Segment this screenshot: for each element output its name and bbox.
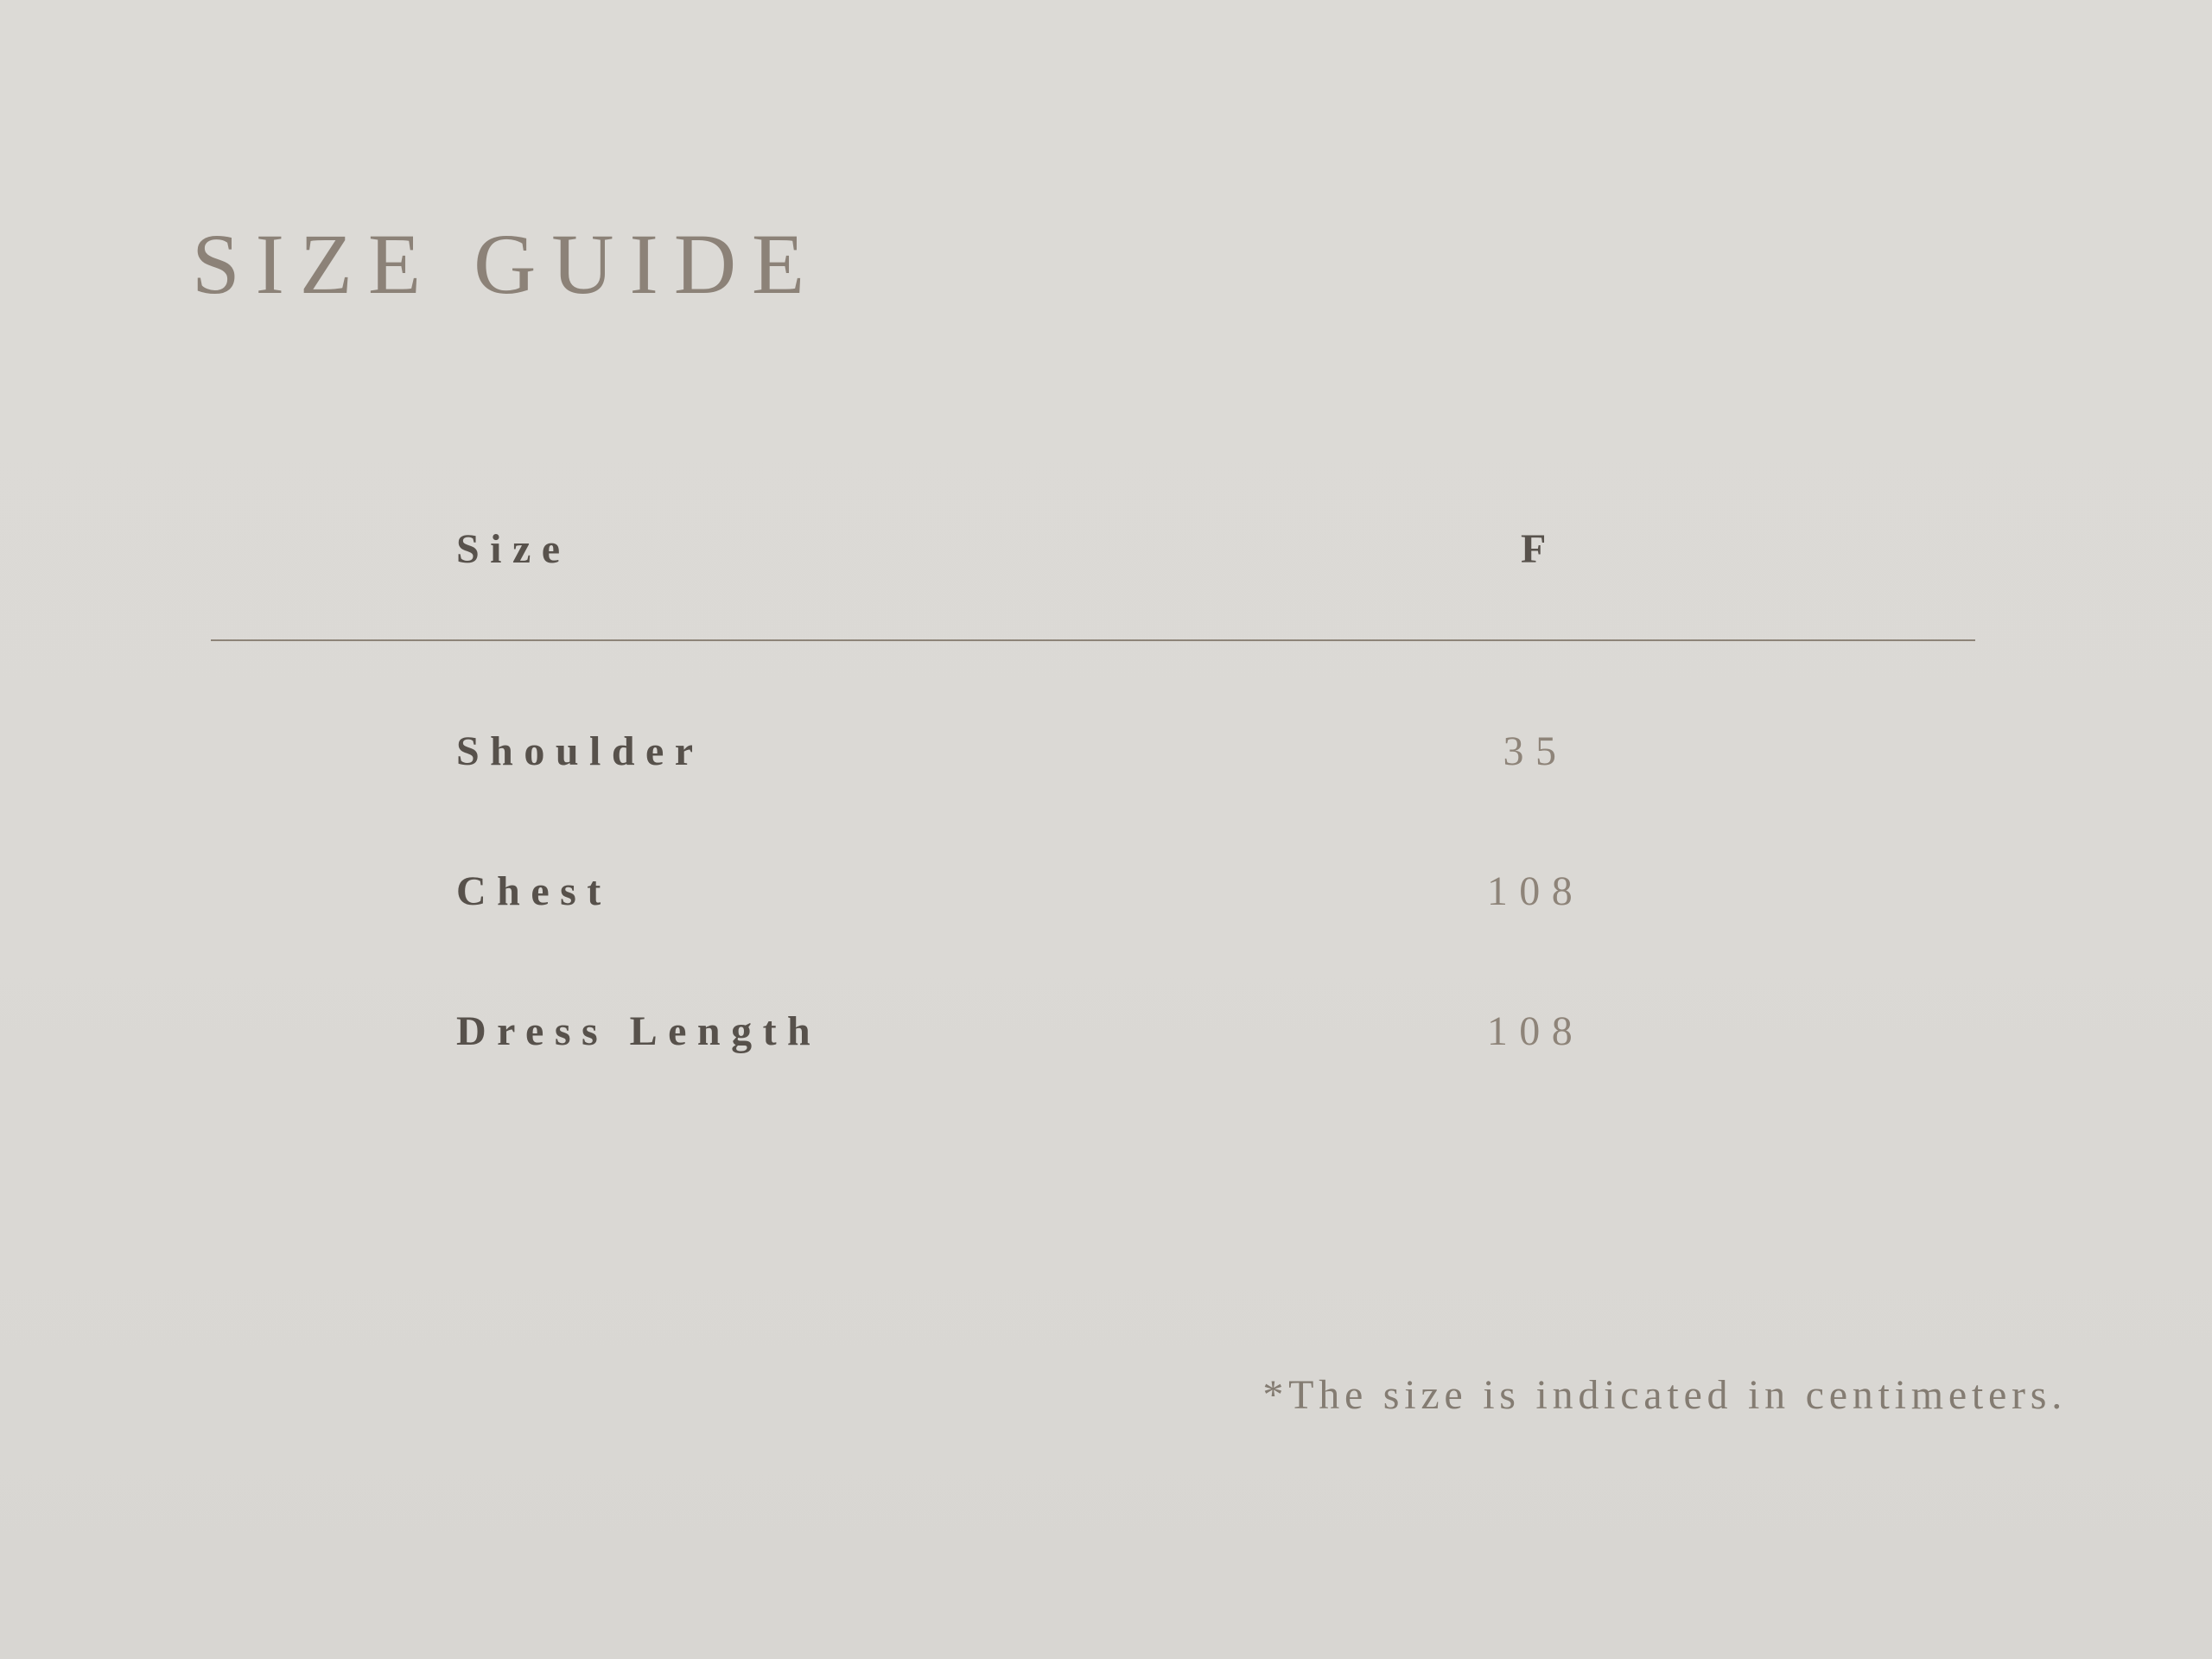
f-column-header: F bbox=[1520, 526, 1551, 572]
row-label-shoulder: Shoulder bbox=[456, 728, 704, 774]
row-label-dress-length: Dress Length bbox=[456, 1008, 822, 1054]
page-title: SIZE GUIDE bbox=[192, 216, 821, 312]
row-label-chest: Chest bbox=[456, 868, 612, 914]
row-value-chest: 108 bbox=[1486, 868, 1585, 914]
centimeters-footnote: *The size is indicated in centimeters. bbox=[1262, 1372, 2067, 1418]
header-divider-line bbox=[211, 639, 1975, 641]
size-column-header: Size bbox=[456, 526, 571, 572]
row-value-dress-length: 108 bbox=[1486, 1008, 1585, 1054]
row-value-shoulder: 35 bbox=[1503, 728, 1568, 774]
